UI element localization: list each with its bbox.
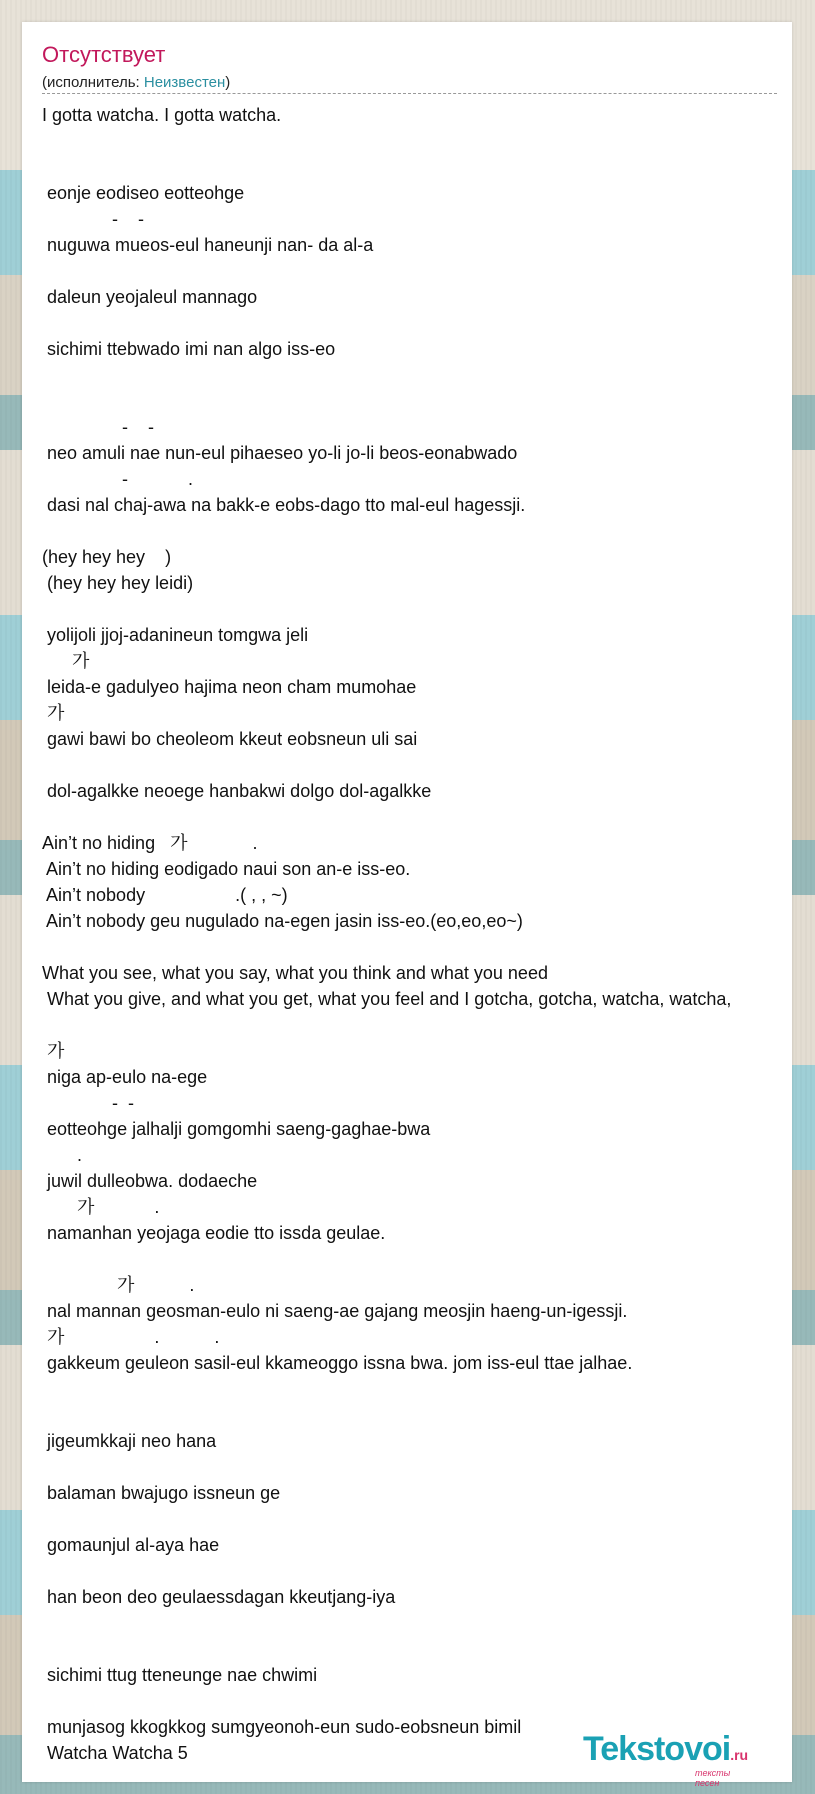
lyric-line: [42, 1636, 802, 1662]
lyric-line: neo amuli nae nun-eul pihaeseo yo-li jo-li beos-eonabwado: [42, 443, 518, 463]
lyric-line: 가 .: [42, 1197, 160, 1217]
header-divider: [42, 93, 777, 94]
lyric-line: Ain’t no hiding 가 .: [42, 833, 258, 853]
lyric-line: .: [42, 1145, 83, 1165]
lyric-line: (hey hey hey ): [42, 547, 172, 567]
lyric-line: What you give, and what you get, what you feel and I gotcha, gotcha, watcha, watcha,: [42, 989, 732, 1009]
lyric-line: [42, 1246, 802, 1272]
lyric-line: [42, 752, 802, 778]
lyric-line: 가: [42, 703, 65, 723]
lyric-line: dasi nal chaj-awa na bakk-e eobs-dago tto mal-eul hagessji.: [42, 495, 526, 515]
lyric-line: Ain’t no hiding eodigado naui son an-e iss-eo.: [42, 859, 411, 879]
lyric-line: munjasog kkogkkog sumgyeonoh-eun sudo-eobsneun bimil: [42, 1717, 522, 1737]
site-logo[interactable]: [583, 1730, 749, 1788]
lyric-line: [42, 1012, 802, 1038]
lyric-line: Ain’t nobody .( , , ~): [42, 885, 288, 905]
lyric-line: gomaunjul al-aya hae: [42, 1535, 220, 1555]
lyric-line: What you see, what you say, what you think and what you need: [42, 963, 548, 983]
lyric-line: han beon deo geulaessdagan kkeutjang-iya: [42, 1587, 396, 1607]
lyrics-body: [42, 102, 802, 1766]
lyric-line: [42, 1688, 802, 1714]
lyric-line: - -: [42, 209, 145, 229]
lyric-line: - -: [42, 417, 155, 437]
lyric-line: 가 . .: [42, 1327, 220, 1347]
lyric-line: balaman bwajugo issneun ge: [42, 1483, 281, 1503]
logo-text: Tekstovoi: [583, 1730, 731, 1768]
lyric-line: leida-e gadulyeo hajima neon cham mumohae: [42, 677, 417, 697]
lyric-line: [42, 362, 802, 388]
lyric-line: dol-agalkke neoege hanbakwi dolgo dol-agalkke: [42, 781, 432, 801]
lyric-line: nuguwa mueos-eul haneunji nan- da al-a: [42, 235, 374, 255]
lyric-line: [42, 518, 802, 544]
lyric-line: Ain’t nobody geu nugulado na-egen jasin iss-eo.(eo,eo,eo~): [42, 911, 523, 931]
lyric-line: namanhan yeojaga eodie tto issda geulae.: [42, 1223, 386, 1243]
lyric-line: gawi bawi bo cheoleom kkeut eobsneun uli sai: [42, 729, 418, 749]
artist-line: [42, 74, 230, 91]
lyric-line: [42, 934, 802, 960]
song-title: Отсутствует: [42, 42, 166, 67]
lyric-line: nal mannan geosman-eulo ni saeng-ae gajang meosjin haeng-un-igessji.: [42, 1301, 628, 1321]
lyric-line: 가: [42, 651, 90, 671]
lyric-line: [42, 1558, 802, 1584]
lyric-line: [42, 596, 802, 622]
lyric-line: 가 .: [42, 1275, 195, 1295]
lyric-line: eotteohge jalhalji gomgomhi saeng-gaghae-bwa: [42, 1119, 431, 1139]
lyric-line: - -: [42, 1093, 135, 1113]
lyric-line: gakkeum geuleon sasil-eul kkameoggo issna bwa. jom iss-eul ttae jalhae.: [42, 1353, 633, 1373]
lyric-line: jigeumkkaji neo hana: [42, 1431, 217, 1451]
lyric-line: yolijoli jjoj-adanineun tomgwa jeli: [42, 625, 309, 645]
lyric-line: sichimi ttug tteneunge nae chwimi: [42, 1665, 318, 1685]
lyric-line: [42, 1376, 802, 1402]
lyric-line: [42, 128, 802, 154]
logo-tagline: тексты песен: [695, 1768, 731, 1788]
lyric-line: [42, 1402, 802, 1428]
lyric-line: juwil dulleobwa. dodaeche: [42, 1171, 258, 1191]
lyric-line: niga ap-eulo na-ege: [42, 1067, 208, 1087]
lyric-line: - .: [42, 469, 194, 489]
lyric-line: 가: [42, 1041, 65, 1061]
lyric-line: eonje eodiseo eotteohge: [42, 183, 245, 203]
lyric-line: [42, 1506, 802, 1532]
lyric-line: [42, 804, 802, 830]
lyric-line: Watcha Watcha 5: [42, 1743, 188, 1763]
lyric-line: [42, 154, 802, 180]
lyric-line: (hey hey hey leidi): [42, 573, 194, 593]
lyric-line: [42, 258, 802, 284]
artist-link[interactable]: Неизвестен: [143, 74, 226, 91]
lyric-line: [42, 1610, 802, 1636]
lyrics-card: [22, 22, 792, 1782]
lyric-line: I gotta watcha. I gotta watcha.: [42, 105, 282, 125]
logo-tld: .ru: [730, 1747, 749, 1763]
lyric-line: daleun yeojaleul mannago: [42, 287, 258, 307]
lyric-line: sichimi ttebwado imi nan algo iss-eo: [42, 339, 336, 359]
lyric-line: [42, 310, 802, 336]
artist-prefix: (исполнитель:: [42, 74, 144, 91]
lyric-line: [42, 388, 802, 414]
artist-suffix: ): [225, 74, 231, 91]
lyric-line: [42, 1454, 802, 1480]
